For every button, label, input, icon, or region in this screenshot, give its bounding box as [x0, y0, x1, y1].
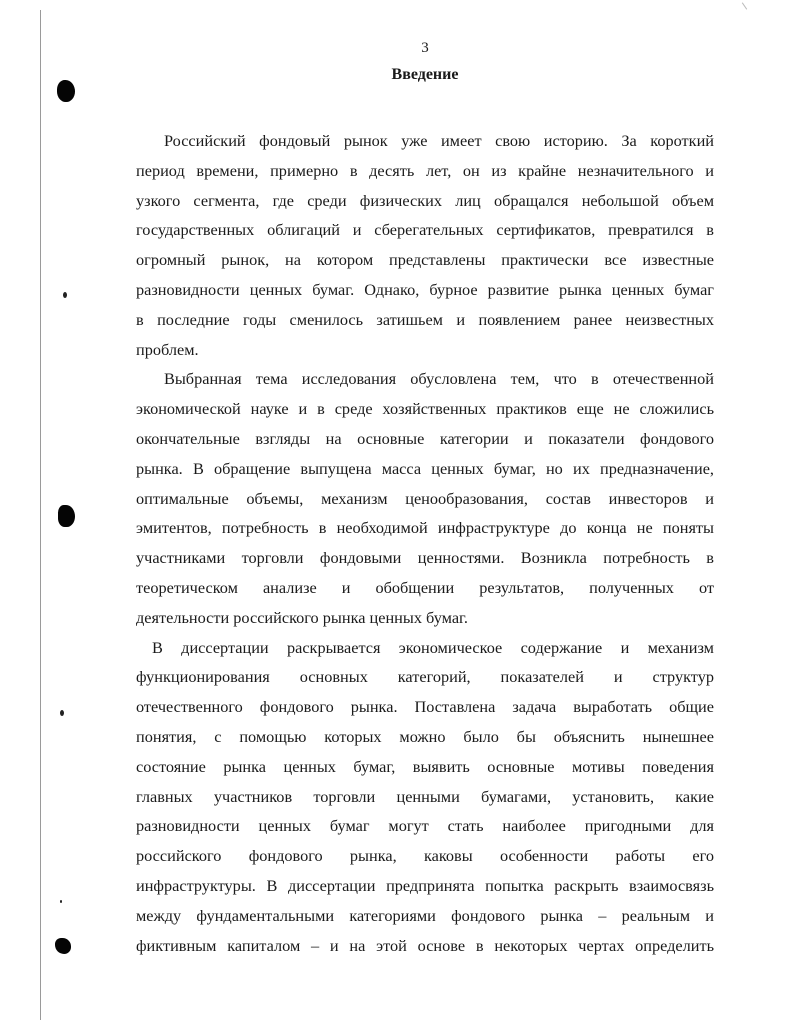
scan-corner-mark	[742, 2, 747, 9]
text-line: экономической науке и в среде хозяйственных практиков еще не сложились	[136, 399, 714, 419]
text-line: рынка. В обращение выпущена масса ценных бумаг, но их предназначение,	[136, 458, 714, 478]
text-line: огромный рынок, на котором представлены практически все известные	[136, 250, 714, 270]
scan-speck	[63, 292, 67, 298]
scan-speck	[60, 710, 64, 716]
text-line: отечественного фондового рынка. Поставлена задача выработать общие	[136, 697, 714, 717]
scan-margin-line	[40, 10, 41, 1020]
text-line: в последние годы сменилось затишьем и появлением ранее неизвестных	[136, 309, 714, 329]
text-line: Российский фондовый рынок уже имеет свою историю. За короткий	[164, 131, 714, 150]
text-line: между фундаментальными категориями фондового рынка – реальным и	[136, 905, 714, 925]
text-line: российского фондового рынка, каковы особенности работы его	[136, 846, 714, 866]
text-line: фиктивным капиталом – и на этой основе в некоторых чертах определить	[136, 935, 714, 955]
page-number: 3	[421, 40, 429, 56]
text-line: проблем.	[136, 339, 199, 359]
text-line: разновидности ценных бумаг. Однако, бурное развитие рынка ценных бумаг	[136, 279, 714, 299]
punch-hole-mark	[55, 938, 71, 954]
text-line: В диссертации раскрывается экономическое содержание и механизм	[152, 637, 714, 657]
text-line: понятия, с помощью которых можно было бы объяснить нынешнее	[136, 726, 714, 746]
text-line: Выбранная тема исследования обусловлена тем, что в отечественной	[164, 369, 714, 389]
text-line: государственных облигаций и сберегательных сертификатов, превратился в	[136, 220, 714, 240]
text-line: главных участников торговли ценными бумагами, установить, какие	[136, 786, 714, 806]
text-line: функционирования основных категорий, показателей и структур	[136, 667, 714, 687]
text-line: эмитентов, потребность в необходимой инфраструктуре до конца не поняты	[136, 518, 714, 538]
text-line: окончательные взгляды на основные категории и показатели фондового	[136, 428, 714, 448]
text-line: оптимальные объемы, механизм ценообразования, состав инвесторов и	[136, 488, 714, 508]
text-line: состояние рынка ценных бумаг, выявить основные мотивы поведения	[136, 756, 714, 776]
text-line: участниками торговли фондовыми ценностями. Возникла потребность в	[136, 548, 714, 568]
text-line: теоретическом анализе и обобщении результатов, полученных от	[136, 577, 714, 597]
text-line: узкого сегмента, где среди физических лиц обращался небольшой объем	[136, 190, 714, 210]
text-line: инфраструктуры. В диссертации предпринята попытка раскрыть взаимосвязь	[136, 875, 714, 895]
text-line: разновидности ценных бумаг могут стать наиболее пригодными для	[136, 816, 714, 836]
section-title: Введение	[391, 66, 459, 83]
text-line: деятельности российского рынка ценных бумаг.	[136, 607, 468, 627]
text-line: период времени, примерно в десять лет, он из крайне незначительного и	[136, 160, 714, 180]
punch-hole-mark	[58, 505, 75, 527]
body-text	[136, 126, 714, 960]
scan-speck	[60, 900, 62, 903]
